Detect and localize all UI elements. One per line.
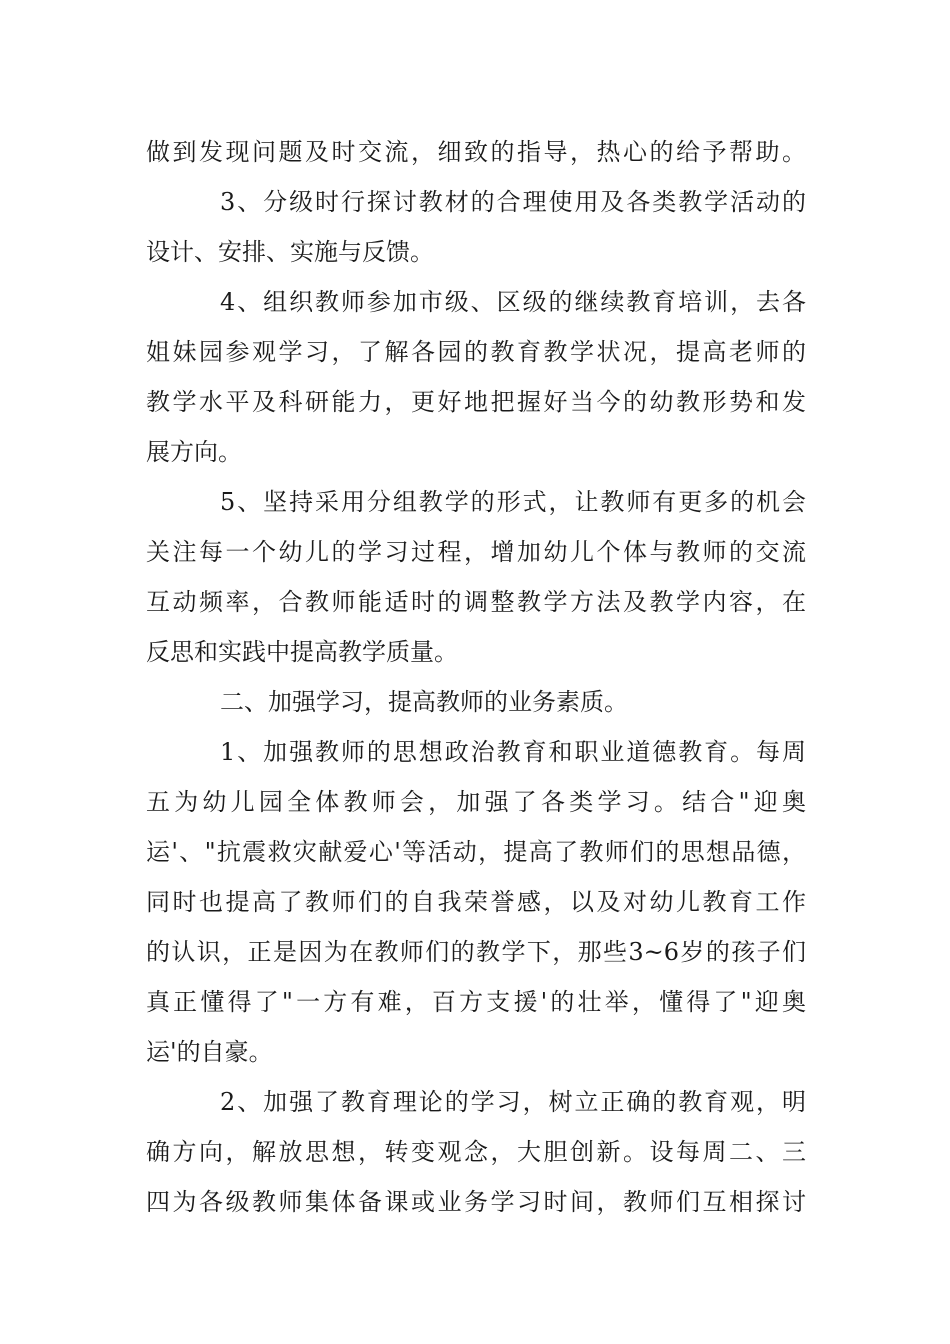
text-line: 5、坚持采用分组教学的形式，让教师有更多的机会 <box>220 488 806 516</box>
text-line: 确方向，解放思想，转变观念，大胆创新。设每周二、三 <box>146 1138 806 1166</box>
text-line: 的认识，正是因为在教师们的教学下，那些3~6岁的孩子们 <box>146 938 806 966</box>
text-line: 五为幼儿园全体教师会，加强了各类学习。结合"迎奥 <box>146 788 806 816</box>
text-line: 做到发现问题及时交流，细致的指导，热心的给予帮助。 <box>146 138 806 166</box>
text-line: 真正懂得了"一方有难，百方支援'的壮举，懂得了"迎奥 <box>146 988 806 1016</box>
text-line: 运'、"抗震救灾献爱心'等活动，提高了教师们的思想品德， <box>146 838 806 866</box>
text-line: 反思和实践中提高教学质量。 <box>146 638 458 666</box>
text-line: 2、加强了教育理论的学习，树立正确的教育观，明 <box>220 1088 806 1116</box>
text-line: 3、分级时行探讨教材的合理使用及各类教学活动的 <box>220 188 806 216</box>
text-line: 运'的自豪。 <box>146 1038 273 1066</box>
text-line: 同时也提高了教师们的自我荣誉感，以及对幼儿教育工作 <box>146 888 806 916</box>
text-line: 展方向。 <box>146 438 242 466</box>
section-heading: 二、加强学习，提高教师的业务素质。 <box>220 688 628 716</box>
text-line: 设计、安排、实施与反馈。 <box>146 238 434 266</box>
text-line: 姐妹园参观学习，了解各园的教育教学状况，提高老师的 <box>146 338 806 366</box>
text-line: 4、组织教师参加市级、区级的继续教育培训，去各 <box>220 288 806 316</box>
text-line: 教学水平及科研能力，更好地把握好当今的幼教形势和发 <box>146 388 806 416</box>
text-line: 关注每一个幼儿的学习过程，增加幼儿个体与教师的交流 <box>146 538 806 566</box>
text-line: 四为各级教师集体备课或业务学习时间，教师们互相探讨 <box>146 1188 806 1216</box>
text-line: 互动频率，合教师能适时的调整教学方法及教学内容，在 <box>146 588 806 616</box>
text-line: 1、加强教师的思想政治教育和职业道德教育。每周 <box>220 738 806 766</box>
